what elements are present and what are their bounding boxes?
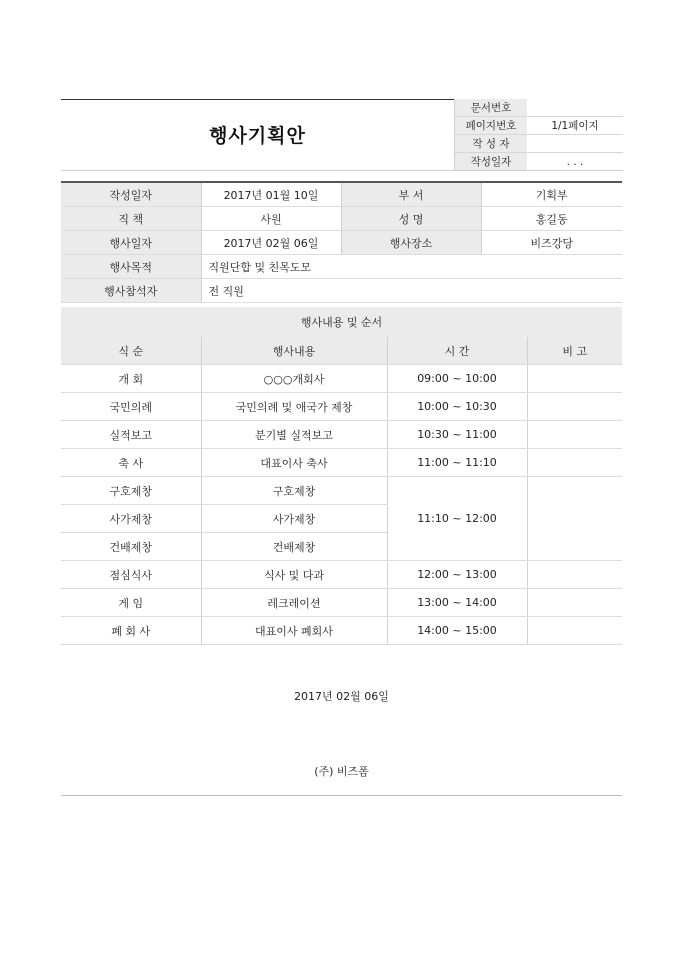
order-cell: 실적보고 (61, 421, 201, 449)
order-cell: 사가제창 (61, 505, 201, 533)
content-cell: ○○○개회사 (201, 365, 387, 393)
meta-row-page-number (455, 117, 624, 135)
content-cell: 국민의례 및 애국가 제창 (201, 393, 387, 421)
purpose-value: 직원단합 및 친목도모 (201, 255, 622, 279)
note-cell (527, 561, 622, 589)
meta-row-author (455, 135, 624, 153)
content-cell: 식사 및 다과 (201, 561, 387, 589)
document-title: 행사기획안 (209, 125, 306, 147)
info-row (61, 279, 622, 303)
info-row (61, 183, 622, 207)
time-cell: 10:30 ~ 11:00 (387, 421, 527, 449)
info-row (61, 255, 622, 279)
time-cell: 11:00 ~ 11:10 (387, 449, 527, 477)
col-header-note: 비 고 (527, 337, 622, 365)
attendees-label: 행사참석자 (61, 279, 201, 303)
venue-value: 비즈강당 (481, 231, 622, 255)
venue-label: 행사장소 (341, 231, 481, 255)
content-cell: 구호제창 (201, 477, 387, 505)
position-label: 직 책 (61, 207, 201, 231)
event-date-value: 2017년 02월 06일 (201, 231, 341, 255)
meta-label: 작성일자 (455, 153, 528, 171)
note-cell (527, 617, 622, 645)
position-value: 사원 (201, 207, 341, 231)
order-cell: 건배제창 (61, 533, 201, 561)
meta-value: . . . (527, 153, 623, 171)
schedule-header-row (61, 337, 622, 365)
order-cell: 게 임 (61, 589, 201, 617)
note-cell (527, 393, 622, 421)
col-header-order: 식 순 (61, 337, 201, 365)
note-cell (527, 365, 622, 393)
content-cell: 레크레이션 (201, 589, 387, 617)
table-row (61, 477, 622, 505)
note-cell (527, 421, 622, 449)
event-info-table (61, 183, 622, 303)
time-cell: 13:00 ~ 14:00 (387, 589, 527, 617)
meta-row-date (455, 153, 624, 171)
meta-value (527, 135, 623, 153)
meta-row-doc-number (455, 99, 624, 117)
document-meta-table (454, 99, 623, 171)
meta-value: 1/1페이지 (527, 117, 623, 135)
col-header-content: 행사내용 (201, 337, 387, 365)
meta-label: 작 성 자 (455, 135, 528, 153)
time-cell: 09:00 ~ 10:00 (387, 365, 527, 393)
table-row (61, 617, 622, 645)
info-row (61, 231, 622, 255)
content-cell: 사가제창 (201, 505, 387, 533)
meta-label: 페이지번호 (455, 117, 528, 135)
table-row (61, 561, 622, 589)
order-cell: 개 회 (61, 365, 201, 393)
meta-value (527, 99, 623, 117)
written-date-value: 2017년 01월 10일 (201, 183, 341, 207)
written-date-label: 작성일자 (61, 183, 201, 207)
table-row (61, 393, 622, 421)
content-cell: 분기별 실적보고 (201, 421, 387, 449)
table-row (61, 589, 622, 617)
order-cell: 구호제창 (61, 477, 201, 505)
order-cell: 축 사 (61, 449, 201, 477)
order-cell: 폐 회 사 (61, 617, 201, 645)
header-bottom-border (61, 170, 622, 171)
note-cell (527, 449, 622, 477)
time-cell: 14:00 ~ 15:00 (387, 617, 527, 645)
order-cell: 국민의례 (61, 393, 201, 421)
table-row (61, 421, 622, 449)
department-label: 부 서 (341, 183, 481, 207)
schedule-table (61, 337, 622, 645)
time-cell: 12:00 ~ 13:00 (387, 561, 527, 589)
name-value: 홍길동 (481, 207, 622, 231)
order-cell: 점심식사 (61, 561, 201, 589)
department-value: 기획부 (481, 183, 622, 207)
table-row (61, 449, 622, 477)
time-cell-merged: 11:10 ~ 12:00 (387, 477, 527, 561)
info-row (61, 207, 622, 231)
event-date-label: 행사일자 (61, 231, 201, 255)
col-header-time: 시 간 (387, 337, 527, 365)
footer-date: 2017년 02월 06일 (294, 690, 389, 703)
footer-company: (주) 비즈폼 (314, 765, 369, 778)
attendees-value: 전 직원 (201, 279, 622, 303)
content-cell: 건배제창 (201, 533, 387, 561)
name-label: 성 명 (341, 207, 481, 231)
meta-label: 문서번호 (455, 99, 528, 117)
content-cell: 대표이사 폐회사 (201, 617, 387, 645)
footer-bottom-border (61, 795, 622, 796)
schedule-section-title: 행사내용 및 순서 (61, 307, 622, 338)
content-cell: 대표이사 축사 (201, 449, 387, 477)
note-cell (527, 589, 622, 617)
note-cell-merged (527, 477, 622, 561)
time-cell: 10:00 ~ 10:30 (387, 393, 527, 421)
purpose-label: 행사목적 (61, 255, 201, 279)
table-row (61, 365, 622, 393)
